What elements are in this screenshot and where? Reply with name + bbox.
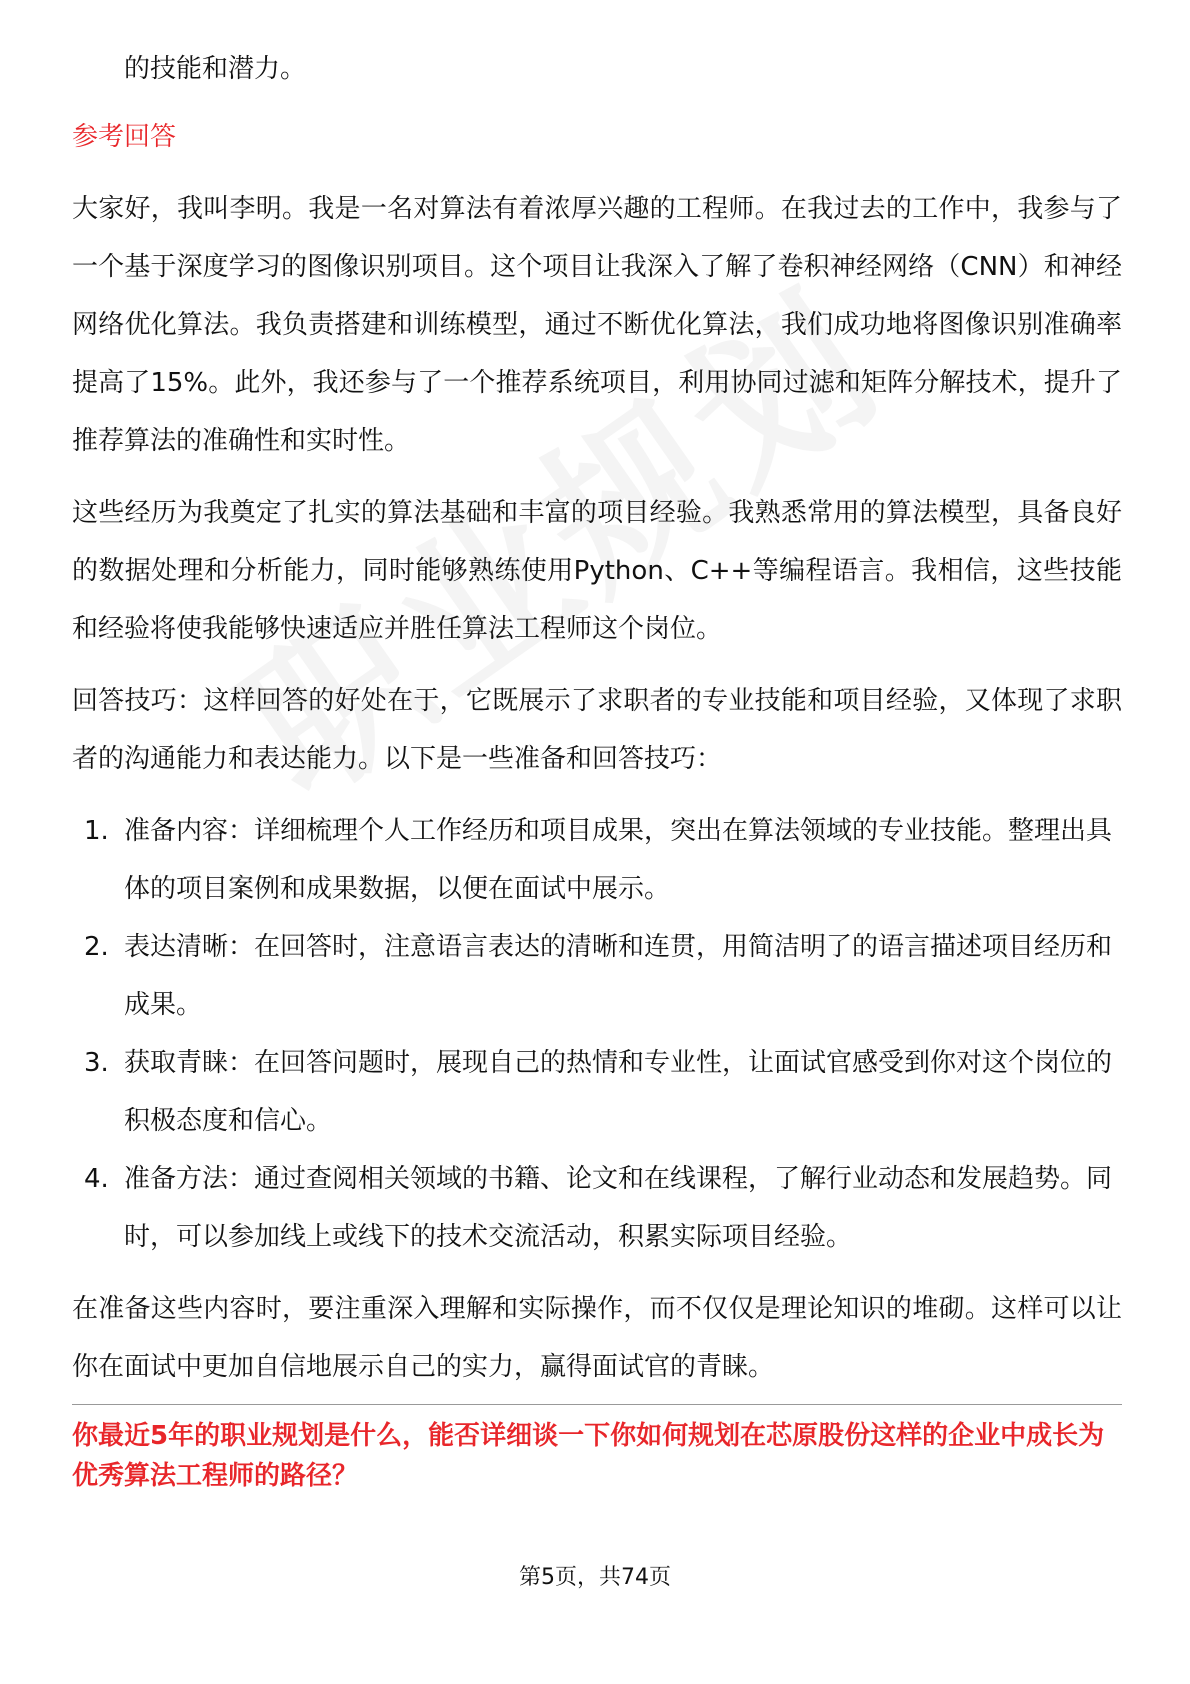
tips-intro-paragraph: 回答技巧：这样回答的好处在于，它既展示了求职者的专业技能和项目经验，又体现了求职者的沟通能力和表达能力。以下是一些准备和回答技巧：	[72, 686, 1122, 774]
section-divider	[72, 1404, 1122, 1405]
list-item-text: 准备内容：详细梳理个人工作经历和项目成果，突出在算法领域的专业技能。整理出具体的项目案例和成果数据，以便在面试中展示。	[124, 816, 1113, 904]
list-item	[72, 918, 1122, 1034]
list-item-text: 获取青睐：在回答问题时，展现自己的热情和专业性，让面试官感受到你对这个岗位的积极态度和信心。	[124, 1048, 1113, 1136]
list-number: 2.	[84, 932, 109, 962]
continued-text: 的技能和潜力。	[124, 54, 307, 84]
list-number: 3.	[84, 1048, 109, 1078]
reference-answer-label: 参考回答	[72, 122, 177, 152]
closing-paragraph: 在准备这些内容时，要注重深入理解和实际操作，而不仅仅是理论知识的堆砌。这样可以让你在面试中更加自信地展示自己的实力，赢得面试官的青睐。	[72, 1294, 1122, 1382]
list-item-text: 表达清晰：在回答时，注意语言表达的清晰和连贯，用简洁明了的语言描述项目经历和成果。	[124, 932, 1113, 1020]
next-question-heading: 你最近5年的职业规划是什么，能否详细谈一下你如何规划在芯原股份这样的企业中成长为优秀算法工程师的路径？	[72, 1421, 1105, 1491]
page-content	[72, 40, 1122, 1396]
list-number: 1.	[84, 816, 109, 846]
answer-paragraph-1: 大家好，我叫李明。我是一名对算法有着浓厚兴趣的工程师。在我过去的工作中，我参与了一个基于深度学习的图像识别项目。这个项目让我深入了解了卷积神经网络（CNN）和神经网络优化算法。我负责搭建和训练模型，通过不断优化算法，我们成功地将图像识别准确率提高了15%。此外，我还参与了一个推荐系统项目，利用协同过滤和矩阵分解技术，提升了推荐算法的准确性和实时性。	[72, 194, 1122, 456]
list-item	[72, 1034, 1122, 1150]
list-item	[72, 802, 1122, 918]
page-footer: 第5页，共74页	[519, 1565, 671, 1590]
list-item-text: 准备方法：通过查阅相关领域的书籍、论文和在线课程，了解行业动态和发展趋势。同时，可以参加线上或线下的技术交流活动，积累实际项目经验。	[124, 1164, 1113, 1252]
answer-paragraph-2: 这些经历为我奠定了扎实的算法基础和丰富的项目经验。我熟悉常用的算法模型，具备良好的数据处理和分析能力，同时能够熟练使用Python、C++等编程语言。我相信，这些技能和经验将使我能够快速适应并胜任算法工程师这个岗位。	[72, 498, 1122, 644]
list-number: 4.	[84, 1164, 109, 1194]
list-item	[72, 1150, 1122, 1266]
tips-list	[72, 802, 1122, 1266]
